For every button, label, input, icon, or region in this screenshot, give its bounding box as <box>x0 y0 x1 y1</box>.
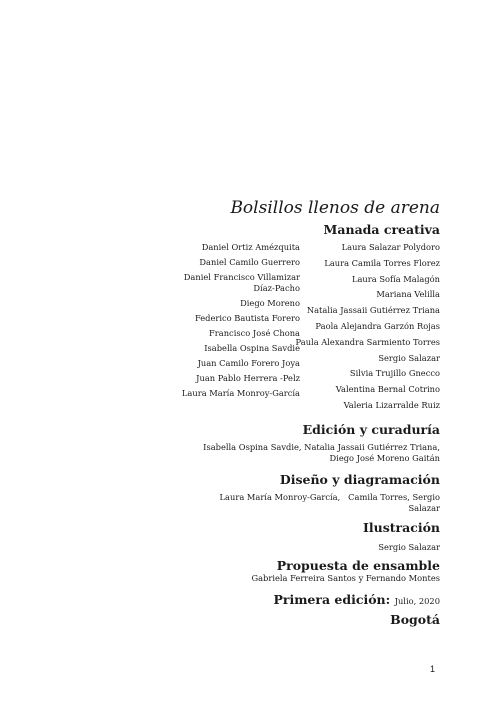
member-name: Federico Bautista Forero <box>194 313 300 323</box>
page-number: 1 <box>430 664 436 674</box>
primera-edicion <box>273 592 440 607</box>
member-name: Paula Alexandra Sarmiento Torres <box>295 336 440 347</box>
member-name: Laura Camila Torres Florez <box>324 257 440 268</box>
manada-right-column <box>296 242 440 416</box>
book-title: Bolsillos llenos de arena <box>230 198 440 218</box>
member-name: Juan Camilo Forero Joya <box>197 358 300 368</box>
member-name: Sergio Salazar <box>378 352 440 363</box>
credit-line: Salazar <box>408 503 440 513</box>
member-name: Diego Moreno <box>240 298 300 308</box>
diseno-credits <box>140 492 440 514</box>
credit-line: Sergio Salazar <box>378 542 440 552</box>
ilustracion-credits <box>140 542 440 553</box>
primera-edicion-value: Julio, 2020 <box>394 596 440 606</box>
credit-line: Laura María Monroy-García, Camila Torres, Sergio <box>219 492 440 502</box>
member-name: Díaz-Pacho <box>253 283 300 293</box>
member-name: Laura Salazar Polydoro <box>341 242 440 252</box>
propuesta-credits <box>140 573 440 584</box>
credit-line: Diego José Moreno Gaitán <box>329 453 440 463</box>
manada-left-column <box>182 242 300 403</box>
credit-line: Gabriela Ferreira Santos y Fernando Montes <box>251 573 440 583</box>
ilustracion-heading: Ilustración <box>363 520 440 535</box>
diseno-heading: Diseño y diagramación <box>279 472 440 487</box>
member-name: Laura María Monroy-García <box>181 388 300 398</box>
manada-heading: Manada creativa <box>323 222 440 237</box>
member-name: Natalia Jassaii Gutiérrez Triana <box>306 305 440 316</box>
member-name: Silvia Trujillo Gnecco <box>349 368 440 379</box>
member-name: Laura Sofía Malagón <box>351 273 440 284</box>
member-name: Francisco José Chona <box>209 328 300 338</box>
member-name: Juan Pablo Herrera -Pelz <box>196 373 300 383</box>
member-name: Isabella Ospina Savdie <box>204 343 300 353</box>
member-name: Paola Alejandra Garzón Rojas <box>315 320 440 331</box>
member-name: Mariana Velilla <box>376 289 440 300</box>
propuesta-heading: Propuesta de ensamble <box>276 558 440 573</box>
edicion-heading: Edición y curaduría <box>302 422 440 437</box>
member-name: Daniel Camilo Guerrero <box>199 257 300 267</box>
edicion-credits <box>140 442 440 464</box>
ciudad: Bogotá <box>390 612 440 627</box>
member-name: Daniel Francisco Villamizar <box>183 272 300 282</box>
credit-line: Isabella Ospina Savdie, Natalia Jassaii Gutiérrez Triana, <box>203 442 440 452</box>
member-name: Valentina Bernal Cotrino <box>335 384 440 395</box>
member-name: Valeria Lizarralde Ruiz <box>343 399 440 410</box>
member-name: Daniel Ortiz Amézquita <box>201 242 300 252</box>
primera-edicion-label: Primera edición: <box>273 592 391 607</box>
